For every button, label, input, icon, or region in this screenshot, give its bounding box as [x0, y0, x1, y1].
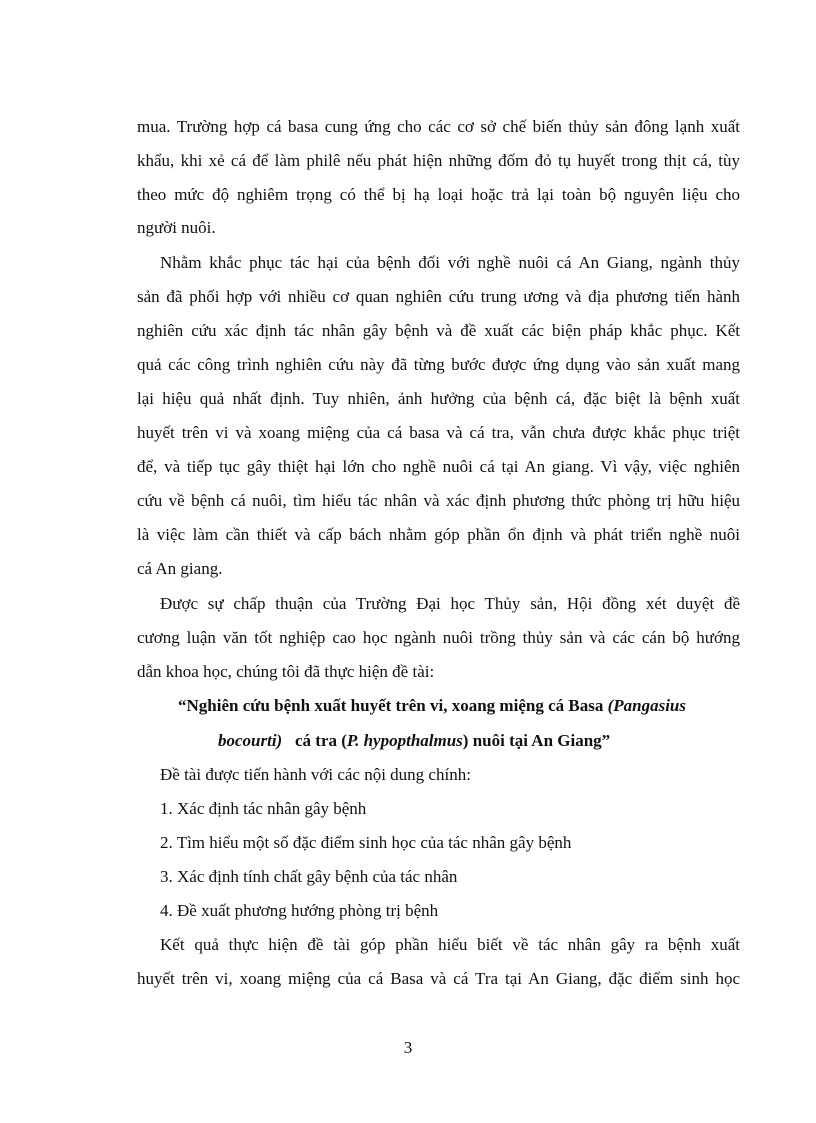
thesis-title-line-1	[178, 696, 686, 716]
paragraph-line: khẩu, khi xẻ cá để làm philê nếu phát hiện những đốm đỏ tụ huyết trong thịt cá, tùy	[137, 151, 740, 170]
title-scientific-name: bocourti)	[218, 731, 283, 750]
title-text: “Nghiên cứu bệnh xuất huyết trên vi, xoang miệng cá Basa	[178, 696, 608, 715]
paragraph-line: quả các công trình nghiên cứu này đã từng bước được ứng dụng vào sản xuất mang	[137, 355, 740, 374]
paragraph-line: sản đã phối hợp với nhiều cơ quan nghiên cứu trung ương và địa phương tiến hành	[137, 287, 740, 306]
paragraph-line: cương luận văn tốt nghiệp cao học ngành nuôi trồng thủy sản và các cán bộ hướng	[137, 628, 740, 647]
paragraph-line: theo mức độ nghiêm trọng có thể bị hạ loại hoặc trả lại toàn bộ nguyên liệu cho	[137, 185, 740, 204]
title-scientific-name: (Pangasius	[607, 696, 686, 715]
paragraph-line: Đề tài được tiến hành với các nội dung chính:	[160, 765, 471, 784]
paragraph-line: là việc làm cần thiết và cấp bách nhằm góp phần ổn định và phát triển nghề nuôi	[137, 525, 740, 544]
paragraph-line: lại hiệu quả nhất định. Tuy nhiên, ảnh hưởng của bệnh cá, đặc biệt là bệnh xuất	[137, 389, 740, 408]
paragraph-line: để, và tiếp tục gây thiệt hại lớn cho nghề nuôi cá tại An giang. Vì vậy, việc nghiên	[137, 457, 740, 476]
paragraph-line: huyết trên vi và xoang miệng của cá basa và cá tra, vẫn chưa được khắc phục triệt	[137, 423, 740, 442]
paragraph-line: nghiên cứu xác định tác nhân gây bệnh và đề xuất các biện pháp khắc phục. Kết	[137, 321, 740, 340]
title-scientific-name: P. hypopthalmus	[346, 731, 463, 750]
list-item: 2. Tìm hiểu một số đặc điểm sinh học của tác nhân gây bệnh	[160, 833, 572, 852]
list-item: 1. Xác định tác nhân gây bệnh	[160, 799, 367, 818]
title-text: ) nuôi tại An Giang”	[462, 731, 611, 750]
paragraph-line: người nuôi.	[137, 218, 216, 237]
list-item: 3. Xác định tính chất gây bệnh của tác nhân	[160, 867, 458, 886]
paragraph-line: cứu về bệnh cá nuôi, tìm hiểu tác nhân và xác định phương thức phòng trị hữu hiệu	[137, 491, 740, 510]
paragraph-line: dẫn khoa học, chúng tôi đã thực hiện đề tài:	[137, 662, 435, 681]
list-item: 4. Đề xuất phương hướng phòng trị bệnh	[160, 901, 439, 920]
paragraph-line: mua. Trường hợp cá basa cung ứng cho các cơ sở chế biến thủy sản đông lạnh xuất	[137, 117, 740, 136]
paragraph-line: huyết trên vi, xoang miệng của cá Basa và cá Tra tại An Giang, đặc điểm sinh học	[137, 969, 740, 988]
paragraph-line: Kết quả thực hiện đề tài góp phần hiểu biết về tác nhân gây ra bệnh xuất	[160, 935, 740, 954]
page-number: 3	[403, 1038, 413, 1057]
paragraph-line: Được sự chấp thuận của Trường Đại học Thủy sản, Hội đồng xét duyệt đề	[160, 594, 740, 613]
paragraph-line: cá An giang.	[137, 559, 223, 578]
thesis-title-line-2	[218, 731, 610, 751]
title-text: cá tra (	[282, 731, 347, 750]
paragraph-line: Nhằm khắc phục tác hại của bệnh đối với nghề nuôi cá An Giang, ngành thủy	[160, 253, 740, 272]
